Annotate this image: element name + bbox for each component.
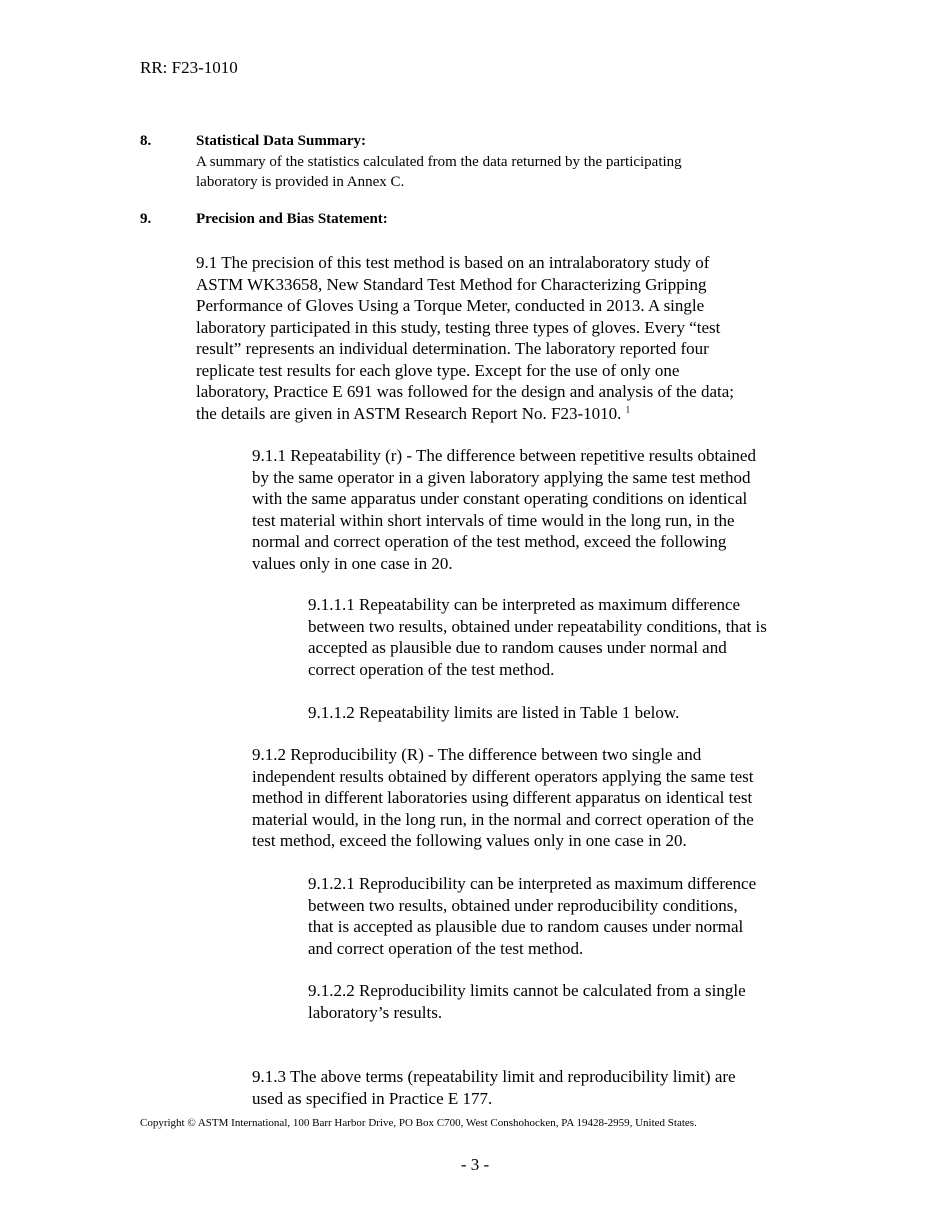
text-line: normal and correct operation of the test method, exceed the following	[252, 532, 727, 551]
text-line: A summary of the statistics calculated from the data returned by the participating	[196, 154, 682, 170]
text-line: 9.1.2 Reproducibility (R) - The difference between two single and	[252, 745, 702, 764]
text-line: 9.1 The precision of this test method is based on an intralaboratory study of	[196, 253, 710, 272]
paragraph-9-1-1-2	[308, 702, 679, 724]
paragraph-9-1-2-2	[308, 980, 746, 1023]
text-line: 9.1.1 Repeatability (r) - The difference between repetitive results obtained	[252, 446, 756, 465]
text-line: 9.1.1.2 Repeatability limits are listed in Table 1 below.	[308, 703, 680, 722]
text-line: laboratory’s results.	[308, 1002, 443, 1022]
text-line: result” represents an individual determination. The laboratory reported four	[196, 339, 709, 358]
section-8-title: Statistical Data Summary:	[196, 133, 366, 149]
text-line: accepted as plausible due to random causes under normal and	[308, 638, 727, 657]
text-line: used as specified in Practice E 177.	[252, 1088, 493, 1108]
text-line: material would, in the long run, in the normal and correct operation of the	[252, 809, 754, 829]
text-line: ASTM WK33658, New Standard Test Method for Characterizing Gripping	[196, 274, 707, 294]
text-line: that is accepted as plausible due to random causes under normal	[308, 917, 744, 936]
text-line: by the same operator in a given laboratory applying the same test method	[252, 467, 751, 487]
text-line: 9.1.1.1 Repeatability can be interpreted as maximum difference	[308, 595, 741, 614]
footnote-reference[interactable]: 1	[625, 403, 631, 414]
text-line: 9.1.3 The above terms (repeatability limit and reproducibility limit) are	[252, 1067, 736, 1086]
section-8-body	[196, 152, 682, 192]
text-line: laboratory, Practice E 691 was followed for the design and analysis of the data;	[196, 382, 735, 401]
text-line: test method, exceed the following values only in one case in 20.	[252, 831, 687, 850]
paragraph-9-1-1	[252, 445, 756, 574]
text-line: replicate test results for each glove type. Except for the use of only one	[196, 360, 680, 380]
paragraph-9-1	[196, 252, 734, 424]
paragraph-9-1-1-1	[308, 594, 767, 680]
text-line: laboratory participated in this study, testing three types of gloves. Every “test	[196, 317, 721, 337]
text-line-content: the details are given in ASTM Research Report No. F23-1010.	[196, 403, 626, 423]
text-line: test material within short intervals of time would in the long run, in the	[252, 510, 735, 530]
text-line: values only in one case in 20.	[252, 553, 453, 573]
text-line: Performance of Gloves Using a Torque Meter, conducted in 2013. A single	[196, 296, 705, 315]
text-line: independent results obtained by different operators applying the same test	[252, 766, 754, 786]
section-9-title: Precision and Bias Statement:	[196, 211, 388, 227]
text-line: and correct operation of the test method.	[308, 938, 584, 958]
text-line: correct operation of the test method.	[308, 659, 555, 679]
report-id-header: RR: F23-1010	[140, 58, 238, 77]
copyright-notice: Copyright © ASTM International, 100 Barr Harbor Drive, PO Box C700, West Conshohocken, PA 19428-2959, United States.	[140, 1117, 697, 1129]
text-line: 9.1.2.2 Reproducibility limits cannot be calculated from a single	[308, 981, 746, 1000]
text-line	[196, 403, 734, 425]
page-number: - 3 -	[460, 1155, 490, 1174]
paragraph-9-1-2-1	[308, 873, 756, 959]
text-line: 9.1.2.1 Reproducibility can be interpreted as maximum difference	[308, 874, 757, 893]
text-line: with the same apparatus under constant operating conditions on identical	[252, 489, 748, 508]
section-8-number: 8.	[140, 133, 152, 149]
paragraph-9-1-2	[252, 744, 754, 852]
text-line: laboratory is provided in Annex C.	[196, 174, 405, 190]
paragraph-9-1-3	[252, 1066, 736, 1109]
section-9-number: 9.	[140, 211, 152, 227]
text-line: between two results, obtained under repeatability conditions, that is	[308, 616, 767, 636]
text-line: between two results, obtained under reproducibility conditions,	[308, 895, 738, 915]
text-line: method in different laboratories using different apparatus on identical test	[252, 788, 753, 807]
